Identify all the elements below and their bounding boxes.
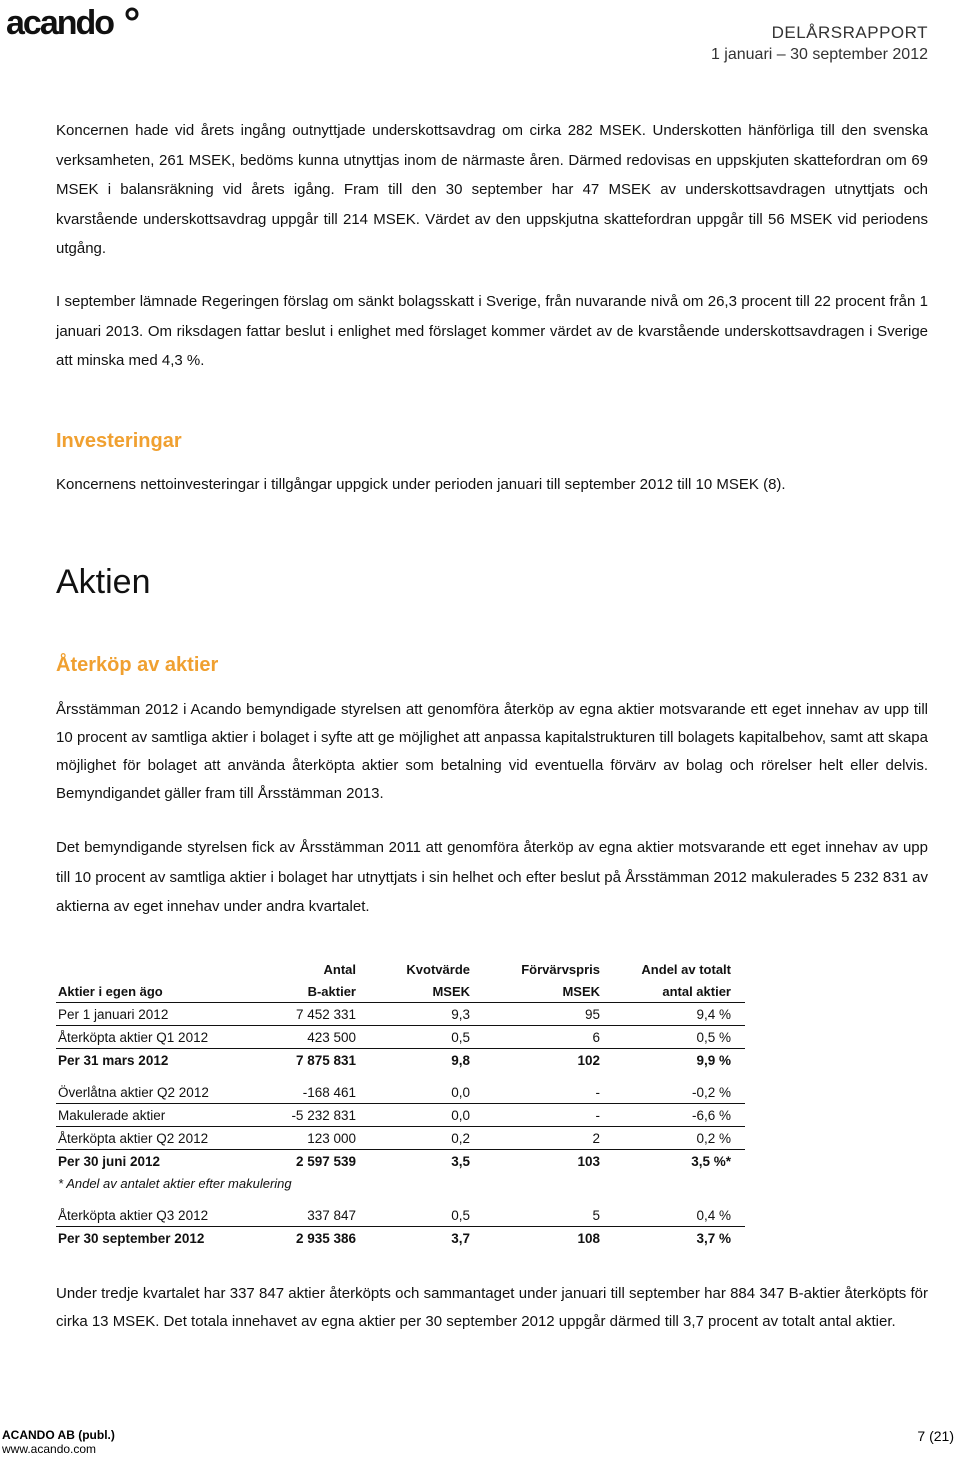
report-header (711, 22, 928, 66)
table-row (56, 1227, 745, 1250)
table-cell: 3,7 % (696, 1230, 731, 1246)
table-cell: 9,8 (451, 1052, 470, 1068)
table-cell: 7 452 331 (288, 1003, 358, 1026)
table-cell: 2 (472, 1127, 602, 1150)
table-spacer (56, 1194, 745, 1204)
table-row (56, 1150, 745, 1173)
table-cell: 7 875 831 (295, 1052, 356, 1068)
table-cell: 103 (577, 1153, 600, 1169)
table-cell: Per 30 september 2012 (58, 1230, 205, 1246)
table-header-cell: B-aktier (288, 980, 358, 1003)
svg-text:acando: acando (6, 4, 114, 42)
table-cell: Per 31 mars 2012 (58, 1052, 169, 1068)
table-cell: 108 (577, 1230, 600, 1246)
table-cell: 95 (472, 1003, 602, 1026)
table-row (56, 1049, 745, 1072)
treasury-shares-table (56, 958, 745, 1249)
table-header-cell: Aktier i egen ägo (56, 980, 288, 1003)
table-header-cell: antal aktier (602, 980, 745, 1003)
table-cell: - (472, 1081, 602, 1104)
table-cell: 3,7 (451, 1230, 470, 1246)
investments-paragraph: Koncernens nettoinvesteringar i tillgångar uppgick under perioden januari till september 2012 till 10 MSEK (8). (56, 476, 786, 493)
table-header-cell: MSEK (358, 980, 472, 1003)
table-cell: 337 847 (288, 1204, 358, 1227)
share-section-title: Aktien (56, 563, 151, 601)
table-row (56, 1003, 745, 1026)
table-cell: 6 (472, 1026, 602, 1049)
buyback-paragraph-2012: Årsstämman 2012 i Acando bemyndigade styrelsen att genomföra återköp av egna aktier motsvarande ett eget innehav av upp till 10 procent av samtliga aktier i bolaget i syfte att ge möjlighet att anpassa kapitalstrukturen till bolagets kapitalbehov, samt att skapa möjlighet för bolaget att använda återköpta aktier som betalning vid eventuella förvärv av bolag och rörelser helt eller delvis. Bemyndigandet gäller fram till Årsstämman 2013. (56, 701, 928, 802)
table-cell: 2 597 539 (295, 1153, 356, 1169)
buyback-summary-paragraph: Under tredje kvartalet har 337 847 aktier återköpts och sammantaget under januari till september har 884 347 B-aktier återköpts för cirka 13 MSEK. Det totala innehavet av egna aktier per 30 september 2012 uppgår därmed till 3,7 procent av totalt antal aktier. (56, 1285, 928, 1330)
table-row (56, 1026, 745, 1049)
table-cell: -6,6 % (602, 1104, 745, 1127)
page-number: 7 (21) (917, 1428, 954, 1444)
footer-company (2, 1428, 115, 1456)
table-header-row (56, 958, 745, 980)
table-row (56, 1104, 745, 1127)
table-cell: 0,2 % (602, 1127, 745, 1150)
table-header-row (56, 980, 745, 1003)
table-header-cell: Kvotvärde (406, 961, 470, 977)
table-cell: Per 1 januari 2012 (56, 1003, 288, 1026)
investments-heading: Investeringar (56, 430, 182, 452)
table-cell: 102 (577, 1052, 600, 1068)
table-cell: 0,5 (358, 1026, 472, 1049)
table-header-cell: Andel av totalt (641, 961, 731, 977)
table-cell: 423 500 (288, 1026, 358, 1049)
table-footnote: * Andel av antalet aktier efter makulering (58, 1175, 292, 1191)
table-cell: 3,5 (451, 1153, 470, 1169)
table-header-cell: MSEK (472, 980, 602, 1003)
footer-website[interactable]: www.acando.com (2, 1442, 97, 1456)
table-cell: -5 232 831 (288, 1104, 358, 1127)
table-cell: Återköpta aktier Q3 2012 (56, 1204, 288, 1227)
table-cell: 5 (472, 1204, 602, 1227)
table-cell: Makulerade aktier (56, 1104, 288, 1127)
footer-company-name: ACANDO AB (publ.) (2, 1428, 115, 1442)
table-cell: 9,9 % (696, 1052, 731, 1068)
table-cell: Överlåtna aktier Q2 2012 (56, 1081, 288, 1104)
table-header-cell (56, 958, 288, 980)
tax-rate-paragraph: I september lämnade Regeringen förslag om sänkt bolagsskatt i Sverige, från nuvarande nivå om 26,3 procent till 22 procent från 1 januari 2013. Om riksdagen fattar beslut i enlighet med förslaget kommer värdet av de kvarstående underskottsavdragen i Sverige att minska med 4,3 %. (56, 293, 928, 369)
table-cell: -168 461 (288, 1081, 358, 1104)
table-cell: 0,4 % (602, 1204, 745, 1227)
table-cell: 9,4 % (602, 1003, 745, 1026)
table-cell: 2 935 386 (295, 1230, 356, 1246)
table-cell: 0,0 (358, 1104, 472, 1127)
table-row (56, 1204, 745, 1227)
table-cell: - (472, 1104, 602, 1127)
table-header-cell: Antal (323, 961, 356, 977)
table-cell: -0,2 % (602, 1081, 745, 1104)
buyback-paragraph-2011: Det bemyndigande styrelsen fick av Årsstämman 2011 att genomföra återköp av egna aktier motsvarande ett eget innehav av upp till 10 procent av samtliga aktier i bolaget har utnyttjats i sin helhet och efter beslut på Årsstämman 2012 makulerades 5 232 831 av aktierna av eget innehav under andra kvartalet. (56, 839, 928, 915)
table-cell: 0,5 (358, 1204, 472, 1227)
report-period: 1 januari – 30 september 2012 (710, 46, 928, 63)
table-header-cell: Förvärvspris (521, 961, 600, 977)
table-spacer (56, 1071, 745, 1081)
acando-logo (4, 2, 144, 42)
table-cell: Återköpta aktier Q2 2012 (56, 1127, 288, 1150)
table-cell: 0,2 (358, 1127, 472, 1150)
table-cell: 0,5 % (602, 1026, 745, 1049)
table-cell: 9,3 (358, 1003, 472, 1026)
table-cell: 123 000 (288, 1127, 358, 1150)
table-row (56, 1081, 745, 1104)
table-row (56, 1127, 745, 1150)
buyback-heading: Återköp av aktier (56, 654, 219, 676)
report-title: DELÅRSRAPPORT (771, 23, 928, 42)
tax-loss-paragraph: Koncernen hade vid årets ingång outnyttjade underskottsavdrag om cirka 282 MSEK. Underskotten hänförliga till den svenska verksamheten, 261 MSEK, bedöms kunna utnyttjas inom de närmaste åren. Därmed redovisas en uppskjuten skattefordran om 69 MSEK i balansräkning vid årets igång. Fram till den 30 september har 47 MSEK av underskottsavdragen utnyttjats och kvarstående underskottsavdrag uppgår till 214 MSEK. Värdet av den uppskjutna skattefordran uppgår till 56 MSEK vid periodens utgång. (56, 122, 928, 257)
table-cell: 3,5 %* (691, 1153, 731, 1169)
table-cell: 0,0 (358, 1081, 472, 1104)
table-cell: Per 30 juni 2012 (58, 1153, 161, 1169)
table-footnote-row (56, 1172, 745, 1194)
table-cell: Återköpta aktier Q1 2012 (56, 1026, 288, 1049)
